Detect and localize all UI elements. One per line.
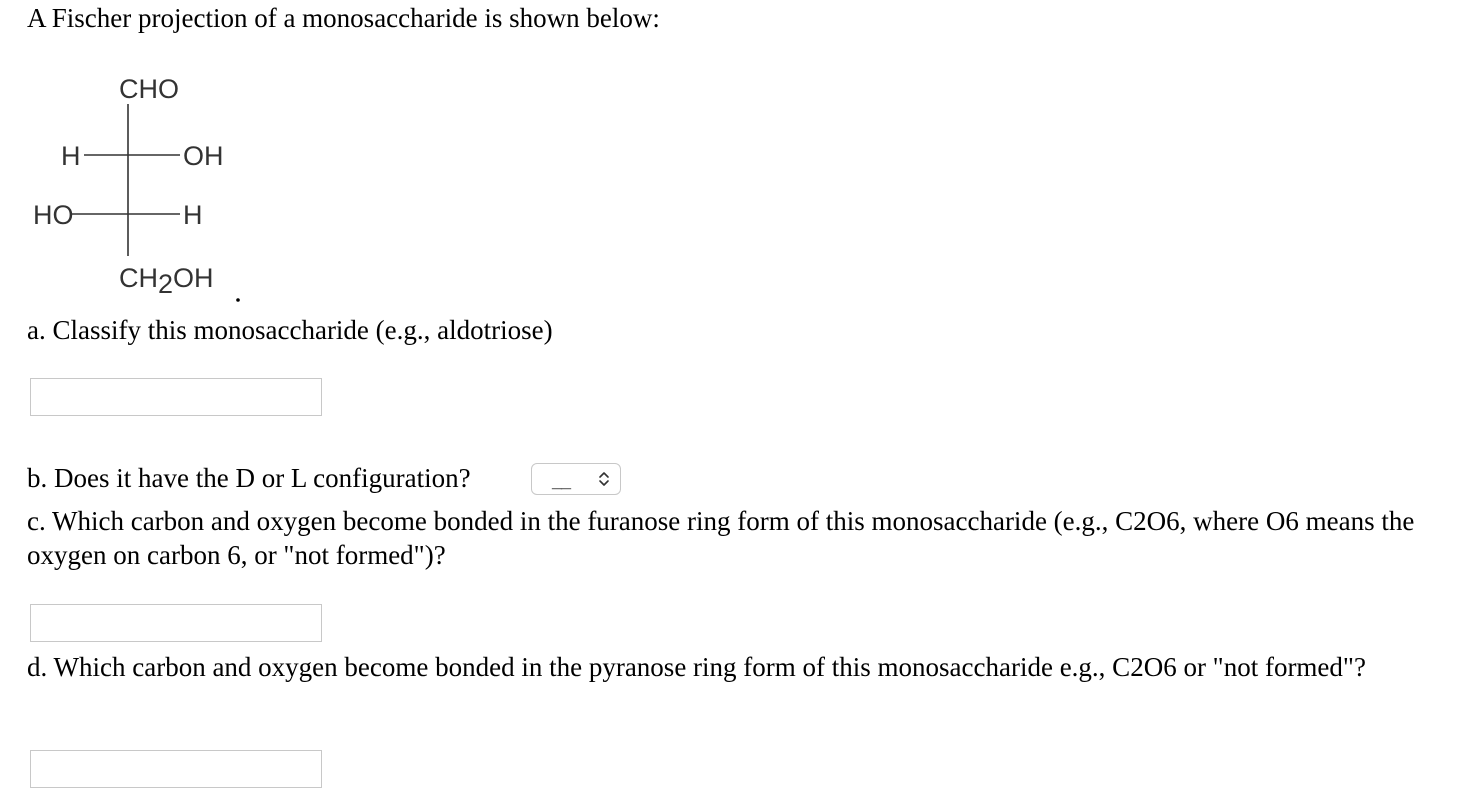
fischer-row2-left: HO	[33, 200, 74, 230]
fischer-bottom-tail: OH	[173, 263, 214, 293]
question-d-text: d. Which carbon and oxygen become bonded in the pyranose ring form of this monosaccharide e.g., C2O6 or "not formed"?	[27, 652, 1366, 682]
fischer-bottom-group	[119, 263, 214, 299]
configuration-select-value: __	[551, 471, 571, 491]
updown-chevron-icon	[598, 470, 610, 488]
question-a-answer-input[interactable]	[30, 378, 322, 416]
configuration-select[interactable]	[531, 463, 621, 495]
fischer-bottom-subscript: 2	[158, 269, 174, 299]
fischer-row1-right: OH	[183, 141, 224, 171]
question-c-text: c. Which carbon and oxygen become bonded in the furanose ring form of this monosaccharide (e.g., C2O6, where O6 means the oxygen on carbon 6, or "not formed")?	[27, 506, 1415, 570]
fischer-projection-diagram	[0, 0, 300, 320]
question-a-text: a. Classify this monosaccharide (e.g., aldotriose)	[27, 315, 553, 345]
trailing-dot	[236, 298, 240, 302]
fischer-bottom-main: CH	[119, 263, 158, 293]
fischer-row1-left: H	[61, 141, 81, 171]
fischer-top-group: CHO	[119, 74, 179, 104]
fischer-row2-right: H	[183, 200, 203, 230]
question-b-text: b. Does it have the D or L configuration?	[27, 463, 471, 493]
question-c-answer-input[interactable]	[30, 604, 322, 642]
intro-text: A Fischer projection of a monosaccharide is shown below:	[27, 3, 660, 33]
question-d-answer-input[interactable]	[30, 750, 322, 788]
